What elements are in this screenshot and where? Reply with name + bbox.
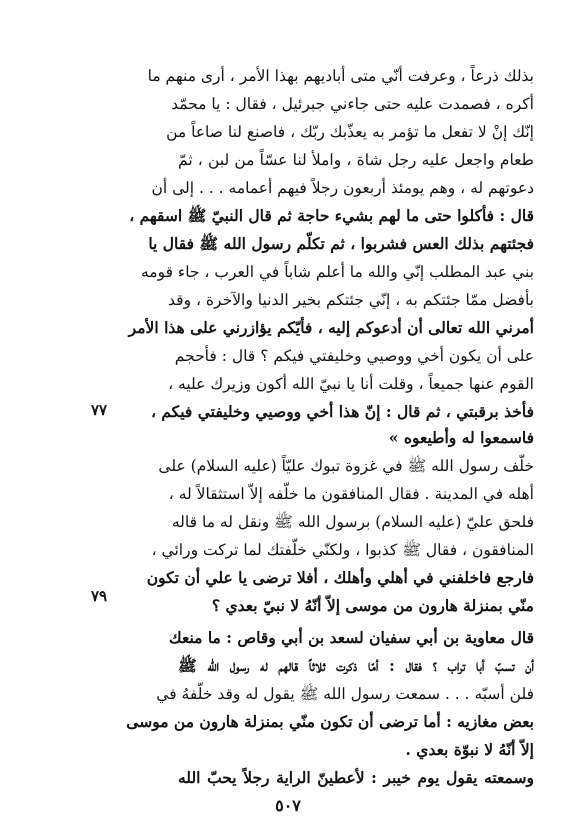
text-line: بعض مغازيه : أما ترضى أن تكون منّي بمنزلة هارون من موسى: [126, 712, 534, 731]
margin-note: ٧٧: [90, 401, 108, 419]
text-line: فلحق عليّ (عليه السلام) برسول الله ﷺ ونقل له ما قاله: [171, 513, 534, 531]
text-line: أن تسبّ أبا تراب ؟ فقال : أمّا ذكرت ثلاثاً قالهم له رسول الله ﷺ: [178, 656, 534, 675]
text-line: أهله في المدينة . فقال المنافقون ما خلّفه إلاّ استثقالاً له ،: [168, 485, 534, 503]
page-number: ٥٠٧: [275, 796, 301, 815]
text-line: قال معاوية بن أبي سفيان لسعد بن أبي وقاص : ما منعك: [168, 628, 534, 647]
text-line: على أن يكون أخي ووصيي وخليفتي فيكم ؟ قال : فأحجم: [174, 347, 534, 365]
text-line: بأفضل ممّا جئتكم به ، إنّي جئتكم بخير الدنيا والآخرة ، وقد: [168, 291, 534, 309]
text-line: فلن أسبّه . . . سمعت رسول الله ﷺ يقول له وقد خلّفهُ في: [156, 685, 534, 703]
text-line: أمرني الله تعالى أن أدعوكم إليه ، فأيّكم يؤازرني على هذا الأمر: [128, 318, 534, 337]
text-line: إلاّ أنّهُ لا نبوّة بعدي .: [405, 740, 534, 759]
text-line: إنّك إنْ لا تفعل ما تؤمر به يعذّبك ربّك ، فاصنع لنا صاعاً من: [166, 123, 534, 141]
text-line: فأخذ برقبتي ، ثم قال : إنّ هذا أخي ووصيي وخليفتي فيكم ،: [150, 402, 534, 421]
margin-note: ٧٩: [90, 587, 108, 605]
text-line: أكره ، فصمدت عليه حتى جاءني جبرئيل ، فقال : يا محمّد: [171, 95, 534, 113]
text-line: قال : فأكلوا حتى ما لهم بشيء حاجة ثم قال النبيّ ﷺ اسقهم ،: [129, 206, 534, 225]
text-line: بذلك ذرعاً ، وعرفت أنّي متى أباديهم بهذا الأمر ، أرى منهم ما: [147, 67, 534, 85]
text-line: وسمعته يقول يوم خيبر : لأعطينّ الراية رجلاً يحبّ الله: [178, 768, 534, 787]
text-line: فجئتهم بذلك العس فشربوا ، ثم تكلّم رسول الله ﷺ فقال يا: [148, 234, 534, 253]
text-line: فارجع فاخلفني في أهلي وأهلك ، أفلا ترضى يا علي أن تكون: [146, 568, 534, 587]
text-line: بني عبد المطلب إنّي والله ما أعلم شاباً في العرب ، جاء قومه: [140, 263, 534, 281]
text-line: دعوتهم له ، وهم يومئذ أربعون رجلاً فيهم أعمامه . . . إلى أن: [151, 179, 534, 197]
text-line: منّي بمنزلة هارون من موسى إلاّ أنّهُ لا نبيّ بعدي ؟: [211, 596, 534, 615]
text-line: القوم عنها جميعاً ، وقلت أنا يا نبيّ الله أكون وزيرك عليه ،: [168, 375, 534, 393]
text-line: خلّف رسول الله ﷺ في غزوة تبوك عليّاً (عليه السلام) على: [158, 457, 534, 475]
text-line: المنافقون ، فقال ﷺ كذبوا ، ولكنّي خلّفتك لما تركت ورائي ،: [151, 541, 534, 559]
text-line: فاسمعوا له وأطيعوه »: [388, 428, 534, 447]
text-line: طعام واجعل عليه رجل شاة ، واملأ لنا عسّاً من لبن ، ثمّ: [178, 151, 534, 169]
